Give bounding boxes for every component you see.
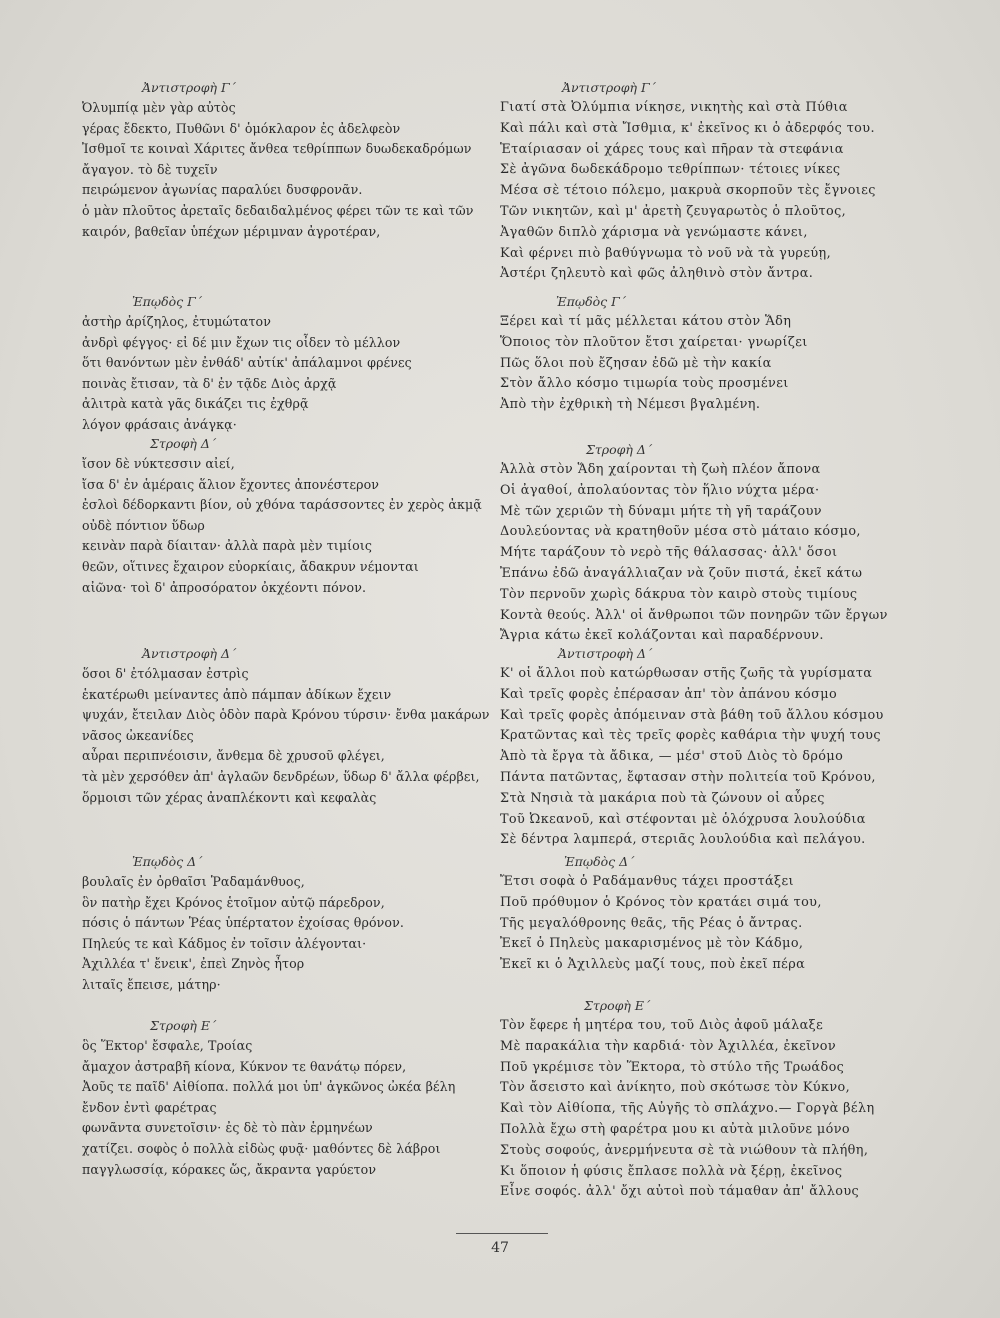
verse-line: Ἄγρια κάτω ἐκεῖ κολάζονται καὶ παραδέρνουν. [500,628,824,644]
verse-line: ἔνδον ἐντὶ φαρέτρας [82,1099,217,1115]
verse-line: Σὲ ἀγῶνα δωδεκάδρομο τεθρίππων· τέτοιες νίκες [500,162,841,178]
verse-line: πόσις ὁ πάντων Ῥέας ὑπέρτατον ἐχοίσας θρόνον. [82,915,404,931]
verse-line: Ἀπὸ τὰ ἔργα τὰ ἄδικα, — μέσ' στοῦ Διὸς τὸ δρόμο [500,749,844,765]
section-heading: Ἀντιστροφὴ Δ´ [558,646,653,661]
verse-line: ὅρμοισι τῶν χέρας ἀναπλέκοντι καὶ κεφαλὰς [82,789,377,805]
left-section [82,292,502,436]
section-heading: Ἀντιστροφὴ Δ´ [142,646,237,661]
verse-line: ὃν πατὴρ ἔχει Κρόνος ἑτοῖμον αὐτῷ πάρεδρον, [82,894,385,910]
verse-line: Πολλὰ ἔχω στὴ φαρέτρα μου κι αὐτὰ μιλοῦνε μόνο [500,1121,851,1137]
verse-line: Καὶ τρεῖς φορὲς ἀπόμειναν στὰ βάθη τοῦ ἄλλου κόσμου [500,707,884,723]
verse-line: πειρώμενον ἀγωνίας παραλύει δυσφρονᾶν. [82,182,363,198]
verse-line: ἀστὴρ ἀρίζηλος, ἐτυμώτατον [82,314,271,329]
verse-line: Πάντα πατῶντας, ἔφτασαν στὴν πολιτεία τοῦ Κρόνου, [500,769,876,785]
verse-line: Καὶ τὸν Αἰθίοπα, τῆς Αὐγῆς τὸ σπλάχνο.— Γοργὰ βέλη [500,1101,875,1117]
verse-line: Μέσα σὲ τέτοιο πόλεμο, μακρυὰ σκορποῦν τὲς ἔγνοιες [500,183,876,199]
section-heading: Στροφὴ Ε´ [150,1018,217,1033]
right-section [500,440,930,647]
verse-line: Ξέρει καὶ τί μᾶς μέλλεται κάτου στὸν Ἅδη [500,314,792,329]
verse-line: Κρατῶντας καὶ τὲς τρεῖς φορὲς καθάρια τὴν ψυχή τους [500,728,881,744]
verse-line: Γιατί στὰ Ὀλύμπια νίκησε, νικητὴς καὶ στὰ Πύθια [500,100,848,115]
verse-line: ποινὰς ἔτισαν, τὰ δ' ἐν τᾷδε Διὸς ἀρχᾷ [82,375,337,391]
verse-line: Ἔτσι σοφὰ ὁ Ραδάμανθυς τάχει προστάξει [500,874,794,889]
verse-line: Ἐπάνω ἐδῶ ἀναγάλλιαζαν νὰ ζοῦν πιστά, ἐκεῖ κάτω [500,565,863,581]
verse-line: Ἀχιλλέα τ' ἔνεικ', ἐπεὶ Ζηνὸς ἦτορ [82,956,305,972]
verse-line: Ἀστέρι ζηλευτὸ καὶ φῶς ἀληθινὸ στὸν ἄντρα. [500,266,814,282]
verse-line: ὅτι θανόντων μὲν ἐνθάδ' αὐτίκ' ἀπάλαμνοι φρένες [82,355,412,371]
verse-line: Κ' οἱ ἄλλοι ποὺ κατώρθωσαν στῆς ζωῆς τὰ γυρίσματα [500,666,873,681]
right-section [500,78,930,285]
right-section [500,292,930,416]
verse-line: Κι ὅποιον ἡ φύσις ἔπλασε πολλὰ νὰ ξέρῃ, ἐκεῖνος [500,1163,843,1179]
verse-line: Πῶς ὅλοι ποὺ ἔζησαν ἐδῶ μὲ τὴν κακία [500,355,772,371]
verse-line: Ποῦ γκρέμισε τὸν Ἕκτορα, τὸ στύλο τῆς Τρωάδος [500,1059,845,1075]
verse-line: Ἐκεῖ κι ὁ Ἀχιλλεὺς μαζί τους, ποὺ ἐκεῖ πέρα [500,957,806,973]
verse-line: ὁ μὰν πλοῦτος ἀρεταῖς δεδαιδαλμένος φέρει τῶν τε καὶ τῶν [82,202,474,218]
verse-line: Τῆς μεγαλόθρονης θεᾶς, τῆς Ρέας ὁ ἄντρας. [500,915,803,931]
verse-line: Ἀγαθῶν διπλὸ χάρισμα νὰ γενώμαστε κάνει, [500,224,808,240]
verse-line: φωνᾶντα συνετοῖσιν· ἐς δὲ τὸ πὰν ἑρμηνέων [82,1120,373,1136]
left-section [82,644,502,808]
verse-line: ἐσλοὶ δέδορκαντι βίον, οὐ χθόνα ταράσσοντες ἐν χερὸς ἀκμᾷ [82,497,482,513]
verse-line: Μήτε ταράζουν τὸ νερὸ τῆς θάλασσας· ἀλλ' ὅσοι [500,545,838,561]
verse-line: Τοῦ Ὠκεανοῦ, καὶ στέφονται μὲ ὁλόχρυσα λουλούδια [500,811,866,827]
left-section [82,1016,502,1180]
verse-line: Ἐκεῖ ὁ Πηλεὺς μακαρισμένος μὲ τὸν Κάδμο, [500,936,804,952]
verse-line: βουλαῖς ἐν ὀρθαῖσι Ῥαδαμάνθυος, [82,874,305,889]
verse-line: ἑκατέρωθι μείναντες ἀπὸ πάμπαν ἀδίκων ἔχειν [82,686,392,702]
verse-line: ἄμαχον ἀστραβῆ κίονα, Κύκνον τε θανάτῳ πόρεν, [82,1058,407,1074]
verse-line: ψυχάν, ἔτειλαν Διὸς ὁδὸν παρὰ Κρόνου τύρσιν· ἔνθα μακάρων [82,707,490,723]
verse-line: Καὶ πάλι καὶ στὰ Ἴσθμια, κ' ἐκεῖνος κι ὁ ἀδερφός του. [500,120,875,136]
verse-line: καιρόν, βαθεῖαν ὑπέχων μέριμναν ἀγροτέραν, [82,223,381,239]
section-heading: Ἐπῳδὸς Δ´ [564,854,635,869]
verse-line: Καὶ φέρνει πιὸ βαθύγνωμα τὸ νοῦ νὰ τὰ γυρεύῃ, [500,245,832,261]
verse-line: Καὶ τρεῖς φορὲς ἐπέρασαν ἀπ' τὸν ἀπάνου κόσμο [500,686,838,702]
verse-line: Ποῦ πρόθυμον ὁ Κρόνος τὸν κρατάει σιμά του, [500,894,822,910]
section-heading: Ἐπῳδὸς Γ´ [132,294,203,309]
left-section [82,434,502,598]
verse-line: ἀλιτρὰ κατὰ γᾶς δικάζει τις ἐχθρᾷ [82,396,309,412]
verse-line: ἴσον δὲ νύκτεσσιν αἰεί, [82,456,235,471]
verse-line: λόγον φράσαις ἀνάγκᾳ· [82,416,237,432]
verse-line: αἰῶνα· τοὶ δ' ἀπροσόρατον ὀκχέοντι πόνον. [82,579,367,595]
verse-line: Μὲ παρακάλια τὴν καρδιά· τὸν Ἀχιλλέα, ἐκεῖνον [500,1038,837,1054]
verse-line: ὃς Ἕκτορ' ἔσφαλε, Τροίας [82,1038,253,1053]
verse-line: τὰ μὲν χερσόθεν ἀπ' ἀγλαῶν δενδρέων, ὕδωρ δ' ἄλλα φέρβει, [82,768,480,784]
verse-line: αὖραι περιπνέοισιν, ἄνθεμα δὲ χρυσοῦ φλέγει, [82,748,385,764]
section-heading: Στροφὴ Δ´ [586,442,653,457]
section-heading: Ἐπῳδὸς Δ´ [132,854,203,869]
left-section [82,78,502,242]
verse-line: Ὀλυμπίᾳ μὲν γὰρ αὐτὸς [82,100,236,115]
verse-line: Ἀοῦς τε παῖδ' Αἰθίοπα. πολλά μοι ὑπ' ἀγκῶνος ὠκέα βέλη [82,1079,456,1095]
verse-line: Στὰ Νησιὰ τὰ μακάρια ποὺ τὰ ζώνουν οἱ αὖρες [500,790,825,806]
verse-line: κεινὰν παρὰ δίαιταν· ἀλλὰ παρὰ μὲν τιμίοις [82,538,373,554]
verse-line: Τὸν ἔφερε ἡ μητέρα του, τοῦ Διὸς ἀφοῦ μάλαξε [500,1018,824,1033]
verse-line: ἀνδρὶ φέγγος· εἰ δέ μιν ἔχων τις οἶδεν τὸ μέλλον [82,334,401,350]
verse-line: γέρας ἔδεκτο, Πυθῶνι δ' ὁμόκλαρον ἐς ἀδελφεὸν [82,120,401,136]
verse-line: ἄγαγον. τὸ δὲ τυχεῖν [82,161,218,177]
section-heading: Ἀντιστροφὴ Γ´ [562,80,656,95]
verse-line: Τὸν ἄσειστο καὶ ἀνίκητο, ποὺ σκότωσε τὸν Κύκνο, [500,1080,851,1096]
verse-line: Κοντὰ θεούς. Ἀλλ' οἱ ἄνθρωποι τῶν πονηρῶν τῶν ἔργων [500,607,888,623]
verse-line: Πηλεύς τε καὶ Κάδμος ἐν τοῖσιν ἀλέγονται· [82,935,367,951]
verse-line: Ἀπὸ τὴν ἐχθρικὴ τὴ Νέμεσι βγαλμένη. [500,397,761,413]
section-heading: Ἐπῳδὸς Γ´ [556,294,627,309]
page-number: 47 [491,1240,509,1256]
section-heading: Στροφὴ Δ´ [150,436,217,451]
verse-line: Σὲ δέντρα λαμπερά, στεριᾶς λουλούδια καὶ πελάγου. [500,832,866,848]
section-heading: Στροφὴ Ε´ [584,998,651,1013]
verse-line: Στὸν ἄλλο κόσμο τιμωρία τοὺς προσμένει [500,376,789,392]
verse-line: Οἱ ἀγαθοί, ἀπολαύοντας τὸν ἥλιο νύχτα μέρα· [500,482,820,498]
verse-line: Στοὺς σοφούς, ἀνερμήνευτα σὲ τὰ νιώθουν τὰ πλήθη, [500,1142,869,1158]
section-heading: Ἀντιστροφὴ Γ´ [142,80,236,95]
verse-line: λιταῖς ἔπεισε, μάτηρ· [82,976,221,992]
verse-line: θεῶν, οἵτινες ἔχαιρον εὐορκίαις, ἄδακρυν νέμονται [82,558,419,574]
verse-line: Μὲ τῶν χεριῶν τὴ δύναμι μήτε τὴ γῆ ταράζουν [500,503,822,519]
verse-line: Ἀλλὰ στὸν Ἅδη χαίρονται τὴ ζωὴ πλέον ἄπονα [500,462,821,477]
left-section [82,852,502,996]
right-section [500,644,930,851]
verse-line: Τὸν περνοῦν χωρὶς δάκρυα τὸν καιρὸ στοὺς τιμίους [500,586,858,602]
verse-line: παγγλωσσίᾳ, κόρακες ὥς, ἄκραντα γαρύετον [82,1161,377,1177]
verse-line: Δουλεύοντας νὰ κρατηθοῦν μέσα στὸ μάταιο κόσμο, [500,524,861,540]
verse-line: Ἰσθμοῖ τε κοιναὶ Χάριτες ἄνθεα τεθρίππων δυωδεκαδρόμων [82,141,472,157]
right-section [500,852,930,976]
verse-line: χατίζει. σοφὸς ὁ πολλὰ εἰδὼς φυᾷ· μαθόντες δὲ λάβροι [82,1140,441,1156]
verse-line: Τῶν νικητῶν, καὶ μ' ἀρετὴ ζευγαρωτὸς ὁ πλοῦτος, [500,203,847,219]
verse-line: Ἑταίριασαν οἱ χάρες τους καὶ πῆραν τὰ στεφάνια [500,141,844,157]
verse-line: οὐδὲ πόντιον ὕδωρ [82,517,205,533]
verse-line: ἴσα δ' ἐν ἁμέραις ἅλιον ἔχοντες ἀπονέστερον [82,476,380,492]
footer-rule [456,1233,548,1234]
verse-line: Εἶνε σοφός. ἀλλ' ὄχι αὐτοὶ ποὺ τάμαθαν ἀπ' ἄλλους [500,1184,860,1200]
verse-line: ὅσοι δ' ἐτόλμασαν ἐστρὶς [82,666,249,681]
verse-line: Ὅποιος τὸν πλοῦτον ἔτσι χαίρεται· γνωρίζει [500,334,808,350]
right-section [500,996,930,1203]
verse-line: νᾶσος ὠκεανίδες [82,727,194,743]
